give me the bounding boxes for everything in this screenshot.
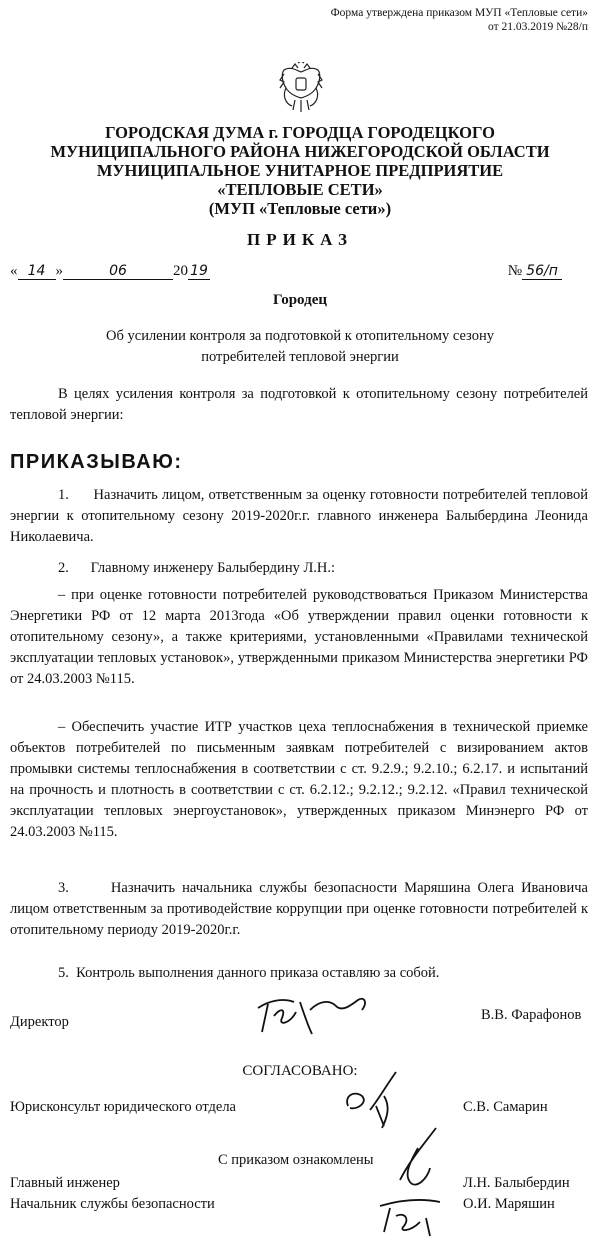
lawyer-name: С.В. Самарин — [463, 1099, 548, 1115]
header-line1: ГОРОДСКАЯ ДУМА г. ГОРОДЦА ГОРОДЕЦКОГО — [105, 123, 495, 142]
form-note-line2: от 21.03.2019 №28/п — [488, 21, 588, 33]
date-open-quote: « — [10, 263, 18, 279]
subject-line2: потребителей тепловой энергии — [201, 349, 399, 365]
date-day: 14 — [18, 263, 56, 280]
number-value: 56/п — [522, 263, 562, 280]
order-number — [508, 263, 562, 280]
acquainted-heading: С приказом ознакомлены — [218, 1152, 374, 1168]
engineer-title: Главный инженер — [10, 1175, 120, 1191]
item-2: 2. Главному инженеру Балыбердину Л.Н.: — [58, 560, 336, 576]
director-name: В.В. Фарафонов — [481, 1007, 582, 1023]
item-2-sub-b: – Обеспечить участие ИТР участков цеха теплоснабжения в технической приемке объектов потребителей по письменным заявкам потребителей с визированием актов промывки системы теплоснабжения в соответствии с ст. 9.2.9.; 9.2.10.; 6.2.17. и испытаний на прочность и плотность в соответствии с ст. 6.2.12.; 9.2.12.; 9.2.12. «Правил технической эксплуатации тепловых энергоустановок», утвержденных приказом Минэнерго РФ от 24.03.2003 №115. — [10, 719, 588, 840]
date-month: 06 — [63, 263, 173, 280]
item-1: 1. Назначить лицом, ответственным за оценку готовности потребителей тепловой энергии к отопительному сезону 2019-2020г.г. главного инженера Балыбердина Леонида Николаевича. — [10, 487, 592, 545]
form-note-line1: Форма утверждена приказом МУП «Тепловые сети» — [330, 7, 588, 19]
item-3: 3. Назначить начальника службы безопасности Маряшина Олега Ивановича лицом ответственным за противодействие коррупции при оценке готовности потребителей к отопительному периоду 2019-2020г.г. — [10, 880, 592, 938]
order-word-heading: ПРИКАЗЫВАЮ: — [10, 451, 183, 473]
date-close-quote: » — [55, 263, 63, 279]
date-year-suffix: 19 — [188, 263, 210, 280]
order-date — [10, 263, 210, 280]
header-line2: МУНИЦИПАЛЬНОГО РАЙОНА НИЖЕГОРОДСКОЙ ОБЛАСТИ — [50, 142, 550, 161]
security-title: Начальник службы безопасности — [10, 1196, 215, 1212]
date-year-prefix: 20 — [173, 263, 188, 279]
security-name: О.И. Маряшин — [463, 1196, 555, 1212]
form-approval-note — [331, 6, 588, 34]
header-line4: «ТЕПЛОВЫЕ СЕТИ» — [217, 180, 383, 199]
document-title: ПРИКАЗ — [247, 230, 353, 249]
engineer-name: Л.Н. Балыбердин — [463, 1175, 570, 1191]
acquaintance-signatures — [370, 1120, 460, 1240]
item-5: 5. Контроль выполнения данного приказа оставляю за собой. — [58, 965, 440, 981]
approved-heading: СОГЛАСОВАНО: — [242, 1063, 358, 1079]
header-line5: (МУП «Тепловые сети») — [208, 199, 392, 218]
director-signature — [250, 990, 380, 1040]
coat-of-arms-emblem — [278, 62, 324, 114]
subject-line1: Об усилении контроля за подготовкой к отопительному сезону — [106, 328, 494, 344]
director-title: Директор — [10, 1014, 69, 1030]
preamble: В целях усиления контроля за подготовкой к отопительному сезону потребителей тепловой энергии: — [10, 386, 588, 423]
header-line3: МУНИЦИПАЛЬНОЕ УНИТАРНОЕ ПРЕДПРИЯТИЕ — [96, 161, 504, 180]
lawyer-title: Юрисконсульт юридического отдела — [10, 1099, 236, 1115]
city-name: Городец — [272, 292, 328, 308]
order-subject — [0, 326, 600, 368]
item-2-sub-a: – при оценке готовности потребителей руководствоваться Приказом Министерства Энергетики РФ от 12 марта 2013года «Об утверждении правил оценки готовности к отопительному сезону», а также критериями, установленными «Правилами технической эксплуатации тепловых установок», утвержденными приказом Министерства энергетики РФ от 24.03.2003 №115. — [10, 587, 588, 687]
number-prefix: № — [507, 263, 522, 279]
